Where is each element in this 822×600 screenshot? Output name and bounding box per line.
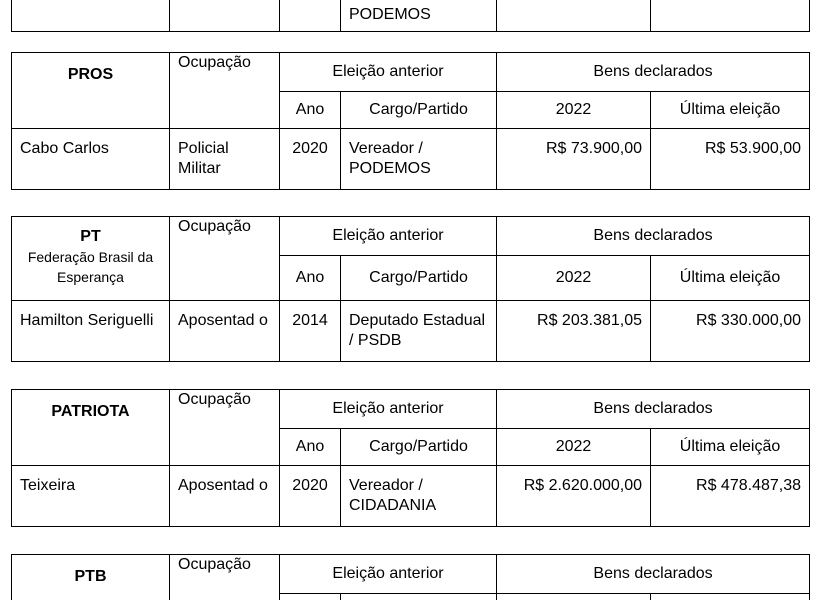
occupation-header: Ocupação [170, 555, 280, 600]
candidate-office-party: Vereador / CIDADANIA [341, 466, 497, 527]
party-name: PT [80, 228, 101, 245]
occupation-header: Ocupação [170, 217, 280, 301]
table-row [12, 466, 810, 527]
office-party-header: Cargo/Partido [341, 256, 497, 301]
party-name: PATRIOTA [51, 403, 130, 420]
office-party-header: Cargo/Partido [341, 92, 497, 129]
assets-2022-header [497, 594, 651, 600]
candidate-assets-2022: R$ 73.900,00 [497, 129, 651, 190]
office-party-header [341, 594, 497, 600]
occupation-header: Ocupação [170, 53, 280, 129]
party-name: PTB [74, 568, 107, 585]
candidate-table-patriota [11, 389, 810, 527]
party-header [12, 555, 170, 600]
office-party-cell: PODEMOS [341, 0, 497, 32]
candidate-assets-2022: R$ 203.381,05 [497, 301, 651, 362]
assets-2022-cell [497, 0, 651, 32]
occupation-cell [170, 0, 280, 32]
candidate-assets-last: R$ 53.900,00 [651, 129, 810, 190]
table-row [12, 129, 810, 190]
last-election-header: Última eleição [651, 429, 810, 466]
last-election-header: Última eleição [651, 256, 810, 301]
last-election-header: Última eleição [651, 92, 810, 129]
occupation-header: Ocupação [170, 390, 280, 466]
party-name: PROS [67, 66, 114, 83]
candidate-name: Cabo Carlos [12, 129, 170, 190]
year-header: Ano [280, 429, 341, 466]
party-header [12, 390, 170, 466]
candidate-table-pros [11, 52, 810, 190]
candidate-table-ptb [11, 554, 810, 600]
candidate-assets-last: R$ 330.000,00 [651, 301, 810, 362]
candidate-name-cell [12, 0, 170, 32]
declared-assets-header: Bens declarados [497, 53, 810, 92]
previous-election-header: Eleição anterior [280, 53, 497, 92]
candidate-table-partial [11, 0, 810, 32]
candidate-name: Hamilton Seriguelli [12, 301, 170, 362]
candidate-office-party: Deputado Estadual / PSDB [341, 301, 497, 362]
assets-last-cell [651, 0, 810, 32]
year-header: Ano [280, 92, 341, 129]
declared-assets-header: Bens declarados [497, 390, 810, 429]
candidate-occupation: Aposentad o [170, 466, 280, 527]
year-header: Ano [280, 256, 341, 301]
candidate-occupation: Aposentad o [170, 301, 280, 362]
year-header [280, 594, 341, 600]
candidate-assets-last: R$ 478.487,38 [651, 466, 810, 527]
candidate-year: 2020 [280, 466, 341, 527]
assets-2022-header: 2022 [497, 92, 651, 129]
candidate-year: 2020 [280, 129, 341, 190]
declared-assets-header: Bens declarados [497, 217, 810, 256]
previous-election-header: Eleição anterior [280, 217, 497, 256]
candidate-table-pt [11, 216, 810, 362]
assets-2022-header: 2022 [497, 256, 651, 301]
year-cell [280, 0, 341, 32]
office-party-header: Cargo/Partido [341, 429, 497, 466]
candidate-assets-2022: R$ 2.620.000,00 [497, 466, 651, 527]
candidate-office-party: Vereador / PODEMOS [341, 129, 497, 190]
candidate-name: Teixeira [12, 466, 170, 527]
last-election-header [651, 594, 810, 600]
previous-election-header: Eleição anterior [280, 555, 497, 594]
assets-2022-header: 2022 [497, 429, 651, 466]
party-subtitle: Federação Brasil da Esperança [27, 249, 154, 285]
party-header [12, 217, 170, 301]
previous-election-header: Eleição anterior [280, 390, 497, 429]
candidate-occupation: Policial Militar [170, 129, 280, 190]
party-header [12, 53, 170, 129]
declared-assets-header: Bens declarados [497, 555, 810, 594]
table-row [12, 301, 810, 362]
candidate-year: 2014 [280, 301, 341, 362]
